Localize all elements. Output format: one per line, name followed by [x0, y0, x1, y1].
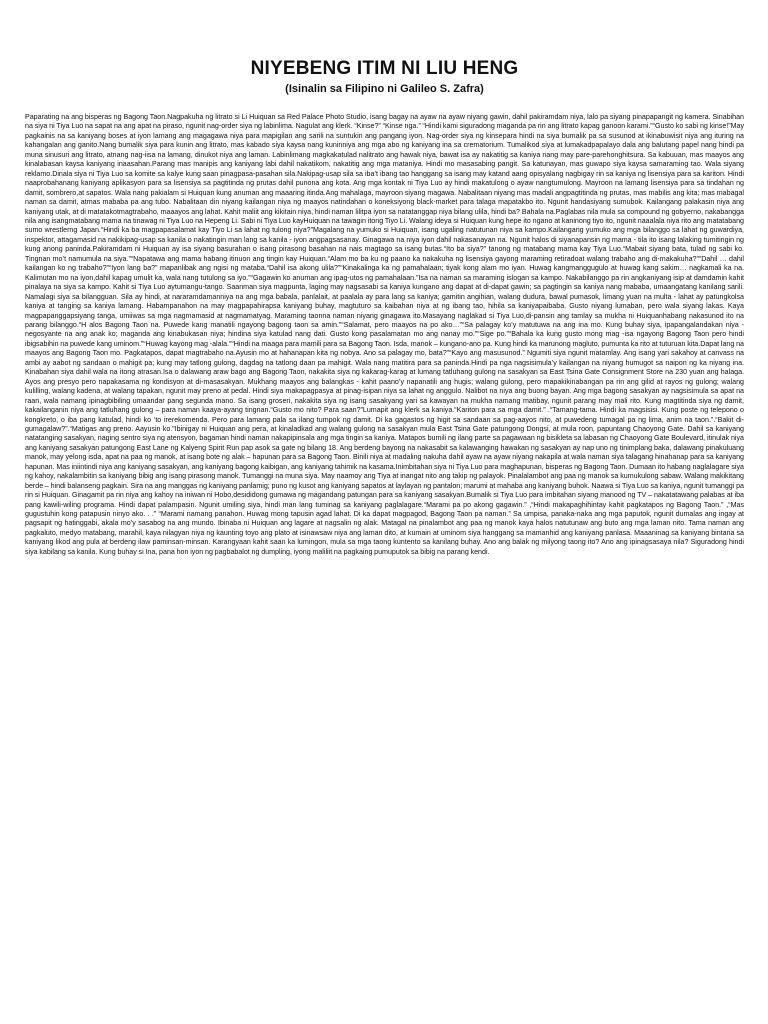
- document-body: Paparating na ang bisperas ng Bagong Taon.Nagpakuha ng litrato si Li Huiquan sa Red Palace Photo Studio, isang bagay na ayaw na ayaw niyang gawin, dahil pakiramdam niya, lalo pa siyang pinapapangit ng kamera. Sinabihan na siya ni Tiya Luo na sapat na ang apat na piraso, ngunit nag-order siya ng labinlima. Nagulat ang klerk. “Kinse?” “Kinse nga.” “Hindi kami siguradong maganda pa rin ang litrato kapag ganoon karami.”“Gusto ko sabi ng kinse!”May pagkainis na sa kaniyang boses at iyon lamang ang magagawa niya para mapigilan ang sarili na suntukin ang pangang iyon. Nag-order siya ng kinsepara hindi na siya bumalik pa sa susunod at ikinabuwisit niya ang ituring na kahangalan ang ganito.Nang bumalik siya para kunin ang litrato, mas kabado siya kaysa nang kuninniya ang mga abo ng kaniyang ina sa crematorium. Tumalikod siya at lumakadpapalayo dala ang balutang papel nang hindi pa muna sinusuri ang litrato, atnang nag-iisa na lamang, dinukot niya ang laman. Labinlimang magkakatulad nalitrato ang hawak niya, bawat isa ay nakatitig sa kaniya nang may pare-parehonghitsura. Sa kabuuan, mas maayos ang kinalabasan kaysa kaniyang inaasahan.Parang mas manipis ang kaniyang labi dahil nakatikom, nakatitig ang mga mataniya. Hindi mo masasabing pangit. Sa katunayan, mas guwapo siya kaysa samaraming tao. Wala siyang reklamo.Dinala siya ni Tiya Luo sa komite sa kalye kung saan pinagpasa-pasahan sila.Nakipag-usap sila sa iba’t ibang tao hanggang sa isang may katand aang opisyalang nagbigay rin sa kaniya ng lisensiya para sa kariton. Hindi naaprobahanang kaniyang aplikasyon para sa lisensiya sa pagtitinda ng prutas dahil punona ang kota. Ang mga kontak ni Tiya Luo ay hindi makatulong o ayaw nangtumulong. Mayroon na lamang lisensiya para sa tindahan ng damit, sombrero,at sapatos. Wala nang pakialam si Huiquan kung anuman ang maaaring itinda.Ang mahalaga, mayroon siyang magawa. Nabalitaan niyang mas madali angpagtitinda ng prutas, mas mabilis ang kita; mas mabagal naman sa damit, atmas mababa pa ang tubo. Nabalitaan din niyang kailangan niya ng maayos natindahan o koneksiyong black-market para talaga mapatakbo ito. Ngunit handasiyang sumubok. Kailangang palakasin niya ang kaniyang utak, at di matatakotmagtrabaho, maaayos ang lahat. Kahit maliit ang kikitain niya, hindi naman lilitpa iyon sa natatanggap niya bilang ulila, hindi ba? Bahala na.Paglabas nila mula sa compound ng gobyerno, nakabangga nila ang isangmatabang mama na tinawag ni Tiya Luo na Hepeng Li. Sabi ni Tiya Luo kayHuiquan na tawagin itong Tiyo Li. Walang ideya si Huiquan kung hepe ito ngano at kaninong tiyo ito, ngunit naaalala niya rito ang matatabang sumo wrestlerng Japan.“Hindi ka ba magpapasalamat kay Tiyo Li sa lahat ng tulong niya?”Magalang na yumuko si Huiquan, isang ugaling natutunan niya sa kampo.Kailangang yumuko ang mga bilanggo sa lahat ng guwardiya, inspektor, attagamasid na nakikipag-usap sa kanila o nakatingin man lang sa kanila - iyon angpagsasanay. Ginagawa na niya iyon dahil nakasanayan na. Ngunit halos di siyanapansin ng mama - tila ito isang lalaking tumitingin ng kung anong paninda.Pakiramdam ni Huiquan ay isa siyang basurahan o isang pirasong basahan na nais magtago sa isang butas.“Ito ba siya?” tanong ng matabang mama kay Tiya Luo.“Mabait siyang bata, tulad ng sabi ko. Tingnan mo’t namumula na siya.”“Napatawa ang mama habang itinuon ang tingin kay Huiquan.“Alam mo ba ku ng paano ka nakakuha ng lisensiya gayong maraming retiradoat walang trabaho ang di-makakuha?”“Dahil … dahil kailangan ko ng trabaho?”“Iyon lang ba?” mapanlibak ang ngisi ng mataba.“Dahil isa akong ulila?”“Kinakalinga ka ng pamahalaan; tiyak kong alam mo iyan. Huwag kangmanggugulo at huwag kang sakim… nagkamali ka na. Kalimutan mo na iyon,dahil kapag umulit ka, wala nang tutulong sa iyo.”“Gagawin ko anuman ang ipag-utos ng pamahalaan.”Isa na naman sa maraming islogan sa kampo. Nakabilanggo pa rin angkaniyang isip at damdamin kahit pinalaya na siya sa kampo. Kahit si Tiya Luo aytumangu-tango. Saanman siya magpunta, laging may nagsasabi sa kaniya kungano ang dapat at di-dapat gawin; sa pagtingin sa kaniya nang mababa, umaangatang kanilang sarili. Namalagi siya sa bilangguan. Sila ay hindi, at nararamdamanniya na ang mga babala, panlalait, at paalala ay para lang sa kaniya; gamitin angihian, walang dudura, bawal pumasok, limang yuan na multa - lahat ay patungkolsa kaniya at tanging sa kaniya lamang. Habampanahon na may magpapahirapsa kaniyang buhay, magtuturo sa kaibahan niya at ng ibang tao, hihila sa kaniyapaibaba. Gusto niyang lumaban, pero wala siyang lakas. Kaya magpapanggapsiyang tanga, umiiwas sa mga nagmamasid at nagmamatyag. Maraming taonna naman niyang ginagawa ito.Masayang naglakad si Tiya Luo,di-pansin ang tamlay sa mukha ni Huiquanhabang nakasunod ito na parang bilanggo.“H alos Bagong Taon na. Puwede kang manatili ngayong bagong taon sa amin.”“Salamat, pero maayos na po ako…”“Sa palagay ko’y matutuwa na ang ina mo. Kung buhay siya, ipapangalandakan niya - negosyante na ang anak ko; maganda ang kinabukasan niya; hindina siya katulad nang dati. Gusto kong pasalamatan mo ang nanay mo.”“Sige po.”“Bahala ka kung gusto mong mag -isa ngayong Bagong Taon pero hindi ibigsabihin na puwede kang uminom.”“Huwag kayong mag -alala.”“Hindi na maaga para mamili para sa Bagong Taon. Isda, manok – kungano-ano pa. Kung hindi ka marunong magluto, pumunta ka rito at tuturuan kita.Dapat lang na maayos ang Bagong Taon mo. Pagkatapos, dapat magtrabaho na.Ayusin mo at hahanapan kita ng nobya. Ano sa palagay mo, bata?”“Kayo ang masusunod.” Ngumiti siya ngunit matamlay. Ang isang yari sakahoy at canvass na ambi ay aabot ng sandaan o mahigit pa; kung may tatlong gulong, dagdag na tatlong daan pa mahigit. Wala nang matitira para sa paninda.Hindi pa nga nagsisimula’y kailangan na niyang humugot sa naipon ng ka niyang ina. Kinabahan siya dahil wala na itong atrasan.Isa o dalawang araw bago ang Bagong Taon, nakakita siya ng kakarag-karag at lumang tatluhang gulong na sasakyan sa East Tsina Gate Consignment Store na 230 yuan ang halaga. Ayos ang presyo pero napakasama ng kondisyon at di-masasakyan. Mukhang maayos ang balangkas - kahit paano’y napanatili ang hugis; walang gulong, pero mapakikinabangan pa rin ang gilid at rayos ng gulong; walang kulilling, walang kadena, at walang tapakan, ngunit may preno at pedal. Hindi siya makapagpasya at pinag-isipan niya sa lahat ng anggulo. Nalibot na niya ang buong bayan. Ang mga bagong sasakyan ay nagsisimula sa apat na raan, wala namang ipinagbibiling umaandar pang segunda mano. Sa isang groseri, nakakita siya ng isang sasakyang yari sa kawayan na mukha namang matibay, ngunit parang may mali rito. Kung magtitinda siya ng damit, kakailanganin niya ang tatluhang gulong – para naman kaaya-ayang tingnan.“Gusto mo nito? Para saan?”Lumapit ang klerk sa kaniya.“Kariton para sa mga damit.” .“Tamang-tama. Hindi ka magsisisi. Kung poste ng telepono o kongkreto, o iba pang katulad, hindi ko ‘to irerekomenda. Pero para lamang pala sa ilang tumpok ng damit. Di ka gagastos ng higit sa sandaan sa pag-aayos nito, at puwedeng tumagal pa ng lima, anim na taon.”.“Bakit di-gumagalaw?”.“Matigas ang preno. Aayusin ko.”Ibinigay ni Huiquan ang pera, at kinaladkad ang walang gulong na sasakyan mula East Tsina Gate patungong Dongsi, at mula roon, papuntang Chaoyong Gate. Dahil sa kaniyang natatanging sasakyan, naging sentro siya ng atensyon, bagaman hindi naman nakapipinsala ang mga tingin sa kaniya. Matapos bumili ng ilang parte sa pagawaan ng bisikleta sa labasan ng Chaoyong Gate Boulevard, itinulak niya ang kaniyang sasakyan patungong East Lane ng Kalyeng Spirit Run pap asok sa gate ng bilang 18. Ang berdeng bayong na nakasabit sa kalawanging hawakan ng sasakyan ay nap uno ng tinimplang baka, dalawang pinakuluang manok, may yelong isda, apat na paa ng manok, at isang bote ng alak – hapunan para sa Bagong Taon. Binili niya at madaling nakuha dahil ayaw na ayaw niyang nakapila at wala naman siya talagang hinahanap para sa kaniyang hapunan. Mas iniintindi niya ang kaniyang sasakyan, ang kaniyang bagong kaibigan, ang kaniyang tahimik na kasama.Inimbitahan siya ni Tiya Luo para maghapunan, bisperas ng Bagong Taon. Dumaan ito habang naglalagare siya ng kahoy, nakalambitin sa kaniyang bibig ang isang pirasong manok. Tumanggi na muna siya. May naamoy ang Tiya at inangat nito ang takip ng palayok. Pinalalambot ang paa ng manok sa kumukulong sabaw. Walang makikitang berde – hindi balanseng pagkain. Sira na ang manggas ng kaniyang panlamig; puno ng kusot ang kaniyang sapatos at laylayan ng pantalon; marumi at mahaba ang kaniyang buhok. Naawa si Tiya Luo sa kaniya, ngunit tumanggi pa rin si Huiquan. Ginagamit pa rin niya ang kahoy na iniwan ni Hobo,desididong gumawa ng magandang patungan para sa kaniyang sasakyan.Bumalik si Tiya Luo para imbitahan siyang manood ng TV – nakatatawang palabas at iba pang kawili-wiling programa. Hindi dapat palampasin. Ngunit umiling siya, hindi man lang tuminag sa kaniyang paglalagare.“Marami pa po akong gagawin.” ,“Hindi makapaghihintay kahit pagkatapos ng Bagong Taon.” ,“Mas gugustuhin kong patapusin ninyo ako. . .” “Marami namang panahon. Huwag mong tapusin agad lahat. Di ka dapat magpagod, Bagong Taon pa naman.” Sa umpisa, panaka-naka ang mga paputok, ngunit dumalas ang ingay at pagsapit ng hatinggabi, akala mo’y sasabog na ang mundo. Ibinaba ni Huiquan ang lagare at nagsalin ng alak. Matagal na pinalambot ang paa ng manok kaya halos natutunaw ang buto ang mga laman nito. Tama naman ang pagkaluto, medyo matabang, marahil, kaya nilagyan niya ng kaunting toyo ang plato at isinawsaw niya ang laman dito, at kumain at uminom siya hanggang sa mamanhid ang kaniyang panlasa. Maaaninag sa kaniyang bintana sa kaniyang likod ang pula at berdeng ilaw paminsan-minsan. Karangyaan kahit saan ka lumingon, mula sa mga taong kuntento sa kanilang buhay. Ano ang balak ng milyong taong ito? Ano ang ipinagsasaya nila? Siguradong hindi siya kabilang sa kanila. Kung buhay si Ina, pana hon iyon ng pagbabalot ng dumpling, iyong maliliit na pagkaing pumuputok sa bibig na parang kendi.: [25, 113, 744, 556]
- document-subtitle: (Isinalin sa Filipino ni Galileo S. Zafra): [285, 83, 484, 95]
- document-title: NIYEBENG ITIM NI LIU HENG: [250, 58, 519, 79]
